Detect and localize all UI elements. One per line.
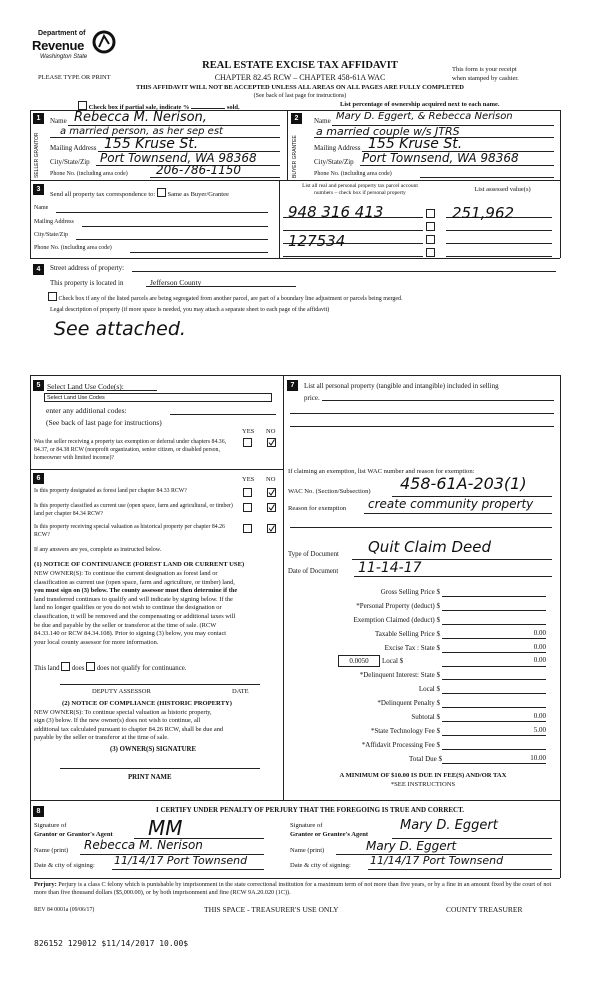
buyer-city-label: City/State/Zip [314, 158, 354, 166]
minimum-note: A MINIMUM OF $10.00 IS DUE IN FEE(S) AND/OR TAX [339, 772, 507, 779]
does-not-checkbox[interactable] [86, 662, 95, 671]
section-3-number: 3 [33, 184, 44, 195]
parcel-number-1[interactable]: 948 316 413 [288, 203, 384, 221]
parcel-header [280, 183, 440, 197]
exemption-q-yes-checkbox[interactable] [243, 438, 252, 447]
land-continuance-row [34, 662, 186, 672]
segregate-checkbox[interactable] [48, 292, 57, 301]
notice1-line2: classification as current use (open space, farm and agriculture, or timber) land, [34, 578, 235, 586]
notice1-title: (1) NOTICE OF CONTINUANCE (FOREST LAND OR CURRENT USE) [34, 561, 245, 568]
forest-q3: Is this property receiving special valuation as historical property per chapter 84.26 RCW? [34, 524, 225, 538]
section-7-number: 7 [287, 380, 298, 391]
gross-price-label: Gross Selling Price $ [380, 588, 440, 596]
partial-sale-label: Check box if partial sale, indicate % [88, 104, 190, 111]
receipt-line1: This form is your receipt [452, 66, 517, 73]
form-title: REAL ESTATE EXCISE TAX AFFIDAVIT [202, 60, 398, 71]
forest-q3-yes-checkbox[interactable] [243, 524, 252, 533]
doc-date-label: Date of Document [288, 568, 339, 575]
local-value: 0.00 [533, 656, 546, 664]
does-checkbox[interactable] [61, 662, 70, 671]
parcel-number-2[interactable]: 127534 [288, 232, 346, 250]
section-4-number: 4 [33, 264, 44, 275]
parcel1-personal-checkbox[interactable] [426, 209, 435, 218]
reason-value[interactable]: create community property [368, 497, 534, 511]
notice1-line7: be due and payable by the seller or transferor at the time of sale. (RCW [34, 621, 217, 629]
treasurer-space: THIS SPACE - TREASURER'S USE ONLY [204, 905, 339, 914]
ownership-note: List percentage of ownership acquired next to each name. [340, 101, 500, 108]
notice2-body [34, 709, 280, 743]
exemption-claim-label: If claiming an exemption, list WAC number and reason for exemption: [288, 468, 475, 475]
section-6-number: 6 [33, 473, 44, 484]
sold-label: sold. [226, 104, 240, 111]
does-label: does [71, 665, 85, 672]
notice1-line6: classification, it will be removed and the compensating or additional taxes will [34, 612, 236, 620]
seller-phone-label: Phone No. (including area code) [50, 171, 128, 177]
total-due-value: 10.00 [530, 754, 546, 762]
please-type: PLEASE TYPE OR PRINT [38, 74, 111, 81]
wac-label: WAC No. (Section/Subsection) [288, 488, 371, 495]
dor-logo-icon [92, 30, 116, 54]
perjury-text: Perjury is a class C felony which is punishable by imprisonment in the state correctional institution for a maximum term of not more than five years, or by a fine in an amount fixed by the court of not more than five thousand dollars ($5,000.00), or by both imprisonment and fine (RCW 9A.20.020 (1C)). [34, 881, 552, 897]
grantor-name-label: Name (print) [34, 847, 69, 854]
grantor-sig-label2: Grantor or Grantor's Agent [34, 831, 113, 838]
perjury-bold: Perjury: [34, 881, 57, 888]
local-rate-field[interactable] [338, 655, 380, 667]
forest-q2: Is this property classified as current use (open space, farm and agricultural, or timber) land per chapter 84.34 RCW? [34, 503, 233, 517]
checkmark-icon [268, 525, 275, 532]
corr-city-label: City/State/Zip [34, 232, 68, 238]
grantee-signature[interactable]: Mary D. Eggert [400, 818, 498, 833]
grantee-date-label: Date & city of signing: [290, 862, 351, 869]
seller-city-label: City/State/Zip [50, 158, 90, 166]
seller-address-label: Mailing Address [50, 144, 97, 152]
local-label: Local $ [382, 657, 404, 665]
same-as-buyer-label: Same as Buyer/Grantee [167, 191, 229, 198]
seller-city-value[interactable]: Port Townsend, WA 98368 [100, 151, 257, 165]
land-use-select[interactable] [44, 393, 272, 402]
excise-state-value: 0.00 [533, 643, 546, 651]
checkmark-icon [268, 489, 275, 496]
correspondence-label [50, 188, 229, 198]
total-due-label: Total Due $ [409, 755, 442, 763]
grantee-name-label: Name (print) [290, 847, 325, 854]
street-label: Street address of property: [50, 264, 125, 272]
seller-name-value[interactable]: Rebecca M. Nerison, [74, 110, 207, 125]
does-not-label: does not [96, 665, 120, 672]
notice2-title: (2) NOTICE OF COMPLIANCE (HISTORIC PROPERTY) [62, 700, 232, 707]
seller-phone-value[interactable]: 206-786-1150 [156, 163, 242, 177]
buyer-address-value[interactable]: 155 Kruse St. [368, 136, 463, 152]
section-2-number: 2 [291, 113, 302, 124]
notice1-line1: NEW OWNER(S): To continue the current designation as forest land or [34, 570, 218, 577]
rev-number: REV 84 0001a (09/06/17) [34, 907, 95, 913]
seller-side-label: SELLER GRANTOR [34, 132, 40, 178]
buyer-phone-label: Phone No. (including area code) [314, 171, 392, 177]
land-use-yes: YES [242, 428, 255, 435]
buyer-name-cont[interactable]: a married couple w/s JTRS [316, 125, 460, 138]
additional-codes-label: enter any additional codes: [46, 406, 127, 415]
notice1-line8: 84.33.140 or RCW 84.34.108). Prior to signing (3) below, you may contact [34, 630, 227, 638]
same-as-buyer-checkbox[interactable] [157, 188, 166, 197]
checkmark-icon [268, 504, 275, 511]
grantee-sig-label1: Signature of [290, 822, 323, 829]
exemption-q-no-checkbox[interactable] [267, 438, 276, 447]
exemption-deduct-label: Exemption Claimed (deduct) $ [353, 616, 440, 624]
county-treasurer: COUNTY TREASURER [446, 905, 523, 914]
doc-date-value[interactable]: 11-14-17 [358, 560, 422, 576]
tech-fee-label: *State Technology Fee $ [370, 727, 440, 735]
deputy-assessor-label: DEPUTY ASSESSOR [92, 688, 151, 695]
tech-fee-value: 5.00 [533, 726, 546, 734]
segregate-label: Check box if any of the listed parcels are being segregated from another parcel, are part of a boundary line adjustment or parcels being merged. [58, 296, 403, 302]
form-warning: THIS AFFIDAVIT WILL NOT BE ACCEPTED UNLESS ALL AREAS ON ALL PAGES ARE FULLY COMPLETED [136, 84, 464, 91]
deputy-date-label: DATE [232, 688, 249, 695]
segregate-row [48, 292, 403, 302]
certify-statement: I CERTIFY UNDER PENALTY OF PERJURY THAT THE FOREGOING IS TRUE AND CORRECT. [155, 806, 464, 814]
buyer-city-value[interactable]: Port Townsend, WA 98368 [362, 151, 519, 165]
forest-q1-yes-checkbox[interactable] [243, 488, 252, 497]
parcel2-personal-checkbox[interactable] [426, 222, 435, 231]
grantee-sig-label2: Grantee or Grantee's Agent [290, 831, 369, 838]
grantor-signature[interactable]: MM [148, 816, 183, 840]
buyer-name-value[interactable]: Mary D. Eggert, & Rebecca Nerison [336, 111, 513, 122]
notice1-line4: land transferred continues to qualify and will indicate by signing below. If the [34, 595, 233, 603]
land-use-no: NO [266, 428, 276, 435]
land-text: This land [34, 665, 60, 672]
notice1-line9: your local county assessor for more information. [34, 638, 159, 646]
grantee-name-value[interactable]: Mary D. Eggert [366, 839, 457, 853]
forest-q2-no-checkbox[interactable] [267, 503, 276, 512]
land-use-see-back: (See back of last page for instructions) [46, 418, 162, 427]
notice1-body [34, 570, 280, 647]
buyer-address-label: Mailing Address [314, 144, 361, 152]
notice1-line3: you must sign on (3) below. The county assessor must then determine if the [34, 587, 238, 595]
taxable-price-value: 0.00 [533, 629, 546, 637]
exemption-question: Was the seller receiving a property tax exemption or deferral under chapters 84.36, 84.37, or 84.38 RCW (nonprofit organization, senior citizen, or disabled person, homeowner with limited income)? [34, 439, 227, 461]
forest-q1: Is this property designated as forest land per chapter 84.33 RCW? [34, 488, 187, 494]
legal-label: Legal description of property (if more space is needed, you may attach a separate sheet to each page of the affidavit) [50, 307, 330, 313]
forest-no: NO [266, 476, 276, 483]
land-use-select-value: Select Land Use Codes [47, 395, 105, 401]
checkmark-icon [268, 439, 275, 446]
seller-name-label: Name [50, 117, 67, 125]
parcel4-personal-checkbox[interactable] [426, 248, 435, 257]
subtotal-value: 0.00 [533, 712, 546, 720]
assessed-header: List assessed value(s) [474, 186, 531, 193]
forest-q3-no-checkbox[interactable] [267, 524, 276, 533]
correspondence-text: Send all property tax correspondence to: [50, 191, 156, 198]
delinquent-interest-label: *Delinquent Interest: State $ [359, 671, 440, 679]
taxable-price-label: Taxable Selling Price $ [374, 630, 440, 638]
notice2-line4: payable by the seller or transferor at the time of sale. [34, 734, 169, 742]
logo-line2: Revenue [32, 38, 85, 53]
buyer-name-label: Name [314, 117, 331, 125]
tax-table [290, 584, 556, 754]
form-chapter: CHAPTER 82.45 RCW – CHAPTER 458-61A WAC [214, 73, 386, 82]
receipt-line2: when stamped by cashier. [452, 75, 519, 82]
grantor-date-value[interactable]: 11/14/17 Port Townsend [114, 854, 248, 867]
parcel-header-line2: numbers – check box if personal property [314, 190, 406, 196]
see-instructions-note: *SEE INSTRUCTIONS [390, 781, 456, 788]
personal-prop-line1: List all personal property (tangible and intangible) included in selling [304, 382, 499, 390]
owner-signature-label: (3) OWNER(S) SIGNATURE [110, 746, 196, 753]
qualify-label: qualify for continuance. [121, 665, 187, 672]
corr-address-label: Mailing Address [34, 219, 74, 225]
corr-name-label: Name [34, 205, 49, 211]
wac-value[interactable]: 458-61A-203(1) [400, 474, 527, 493]
seller-address-value[interactable]: 155 Kruse St. [104, 136, 199, 152]
notice2-line3: additional tax calculated pursuant to chapter 84.26 RCW, shall be due and [34, 725, 224, 733]
dor-logo [30, 28, 120, 68]
doc-type-label: Type of Document [288, 551, 339, 558]
parcel-header-line1: List all real and personal property tax parcel account [302, 183, 418, 189]
perjury-note [34, 881, 558, 898]
doc-type-value[interactable]: Quit Claim Deed [368, 538, 492, 556]
parcel3-personal-checkbox[interactable] [426, 235, 435, 244]
assessed-value-1[interactable]: 251,962 [452, 204, 515, 222]
subtotal-label: Subtotal $ [411, 713, 440, 721]
personal-prop-line2: price. [304, 394, 320, 402]
section-5-number: 5 [33, 380, 44, 391]
grantor-sig-label1: Signature of [34, 822, 67, 829]
located-label: This property is located in [50, 279, 124, 287]
cashier-stamp: 826152 129012 $11/14/2017 10.00$ [34, 939, 189, 948]
section-1-number: 1 [33, 113, 44, 124]
grantor-date-label: Date & city of signing: [34, 862, 95, 869]
county-value: Jefferson County [150, 278, 202, 287]
notice2-line2: sign (3) below. If the new owner(s) does not wish to continue, all [34, 717, 201, 725]
local-rate-value: 0.0050 [349, 657, 369, 665]
forest-q1-no-checkbox[interactable] [267, 488, 276, 497]
personal-prop-deduct-label: *Personal Property (deduct) $ [356, 602, 440, 610]
corr-phone-label: Phone No. (including area code) [34, 245, 112, 251]
legal-description-value[interactable]: See attached. [54, 318, 186, 340]
see-back-header: (See back of last page for instructions) [253, 93, 347, 99]
seller-name-cont[interactable]: a married person, as her sep est [60, 126, 223, 137]
forest-yes: YES [242, 476, 255, 483]
print-name-label: PRINT NAME [128, 774, 172, 781]
notice1-line5: land no longer qualifies or you do not wish to continue the designation or [34, 604, 222, 612]
delinquent-penalty-label: *Delinquent Penalty $ [377, 699, 440, 707]
delinquent-local-label: Local $ [418, 685, 440, 693]
reason-label: Reason for exemption [288, 505, 347, 512]
grantor-name-value[interactable]: Rebecca M. Nerison [84, 838, 203, 852]
affidavit-fee-label: *Affidavit Processing Fee $ [361, 741, 440, 749]
excise-state-label: Excise Tax : State $ [384, 644, 440, 652]
section-8-number: 8 [33, 806, 44, 817]
logo-line1: Department of [38, 30, 86, 37]
partial-sale-checkbox[interactable] [78, 101, 87, 110]
grantee-date-value[interactable]: 11/14/17 Port Townsend [370, 854, 504, 867]
forest-q2-yes-checkbox[interactable] [243, 503, 252, 512]
buyer-side-label: BUYER GRANTEE [292, 135, 298, 178]
logo-line3: Washington State [40, 54, 88, 60]
notice2-line1: NEW OWNER(S): To continue special valuation as historic property, [34, 709, 212, 716]
land-use-title: Select Land Use Code(s): [47, 382, 124, 391]
forest-instructions: If any answers are yes, complete as instructed below. [34, 547, 162, 553]
